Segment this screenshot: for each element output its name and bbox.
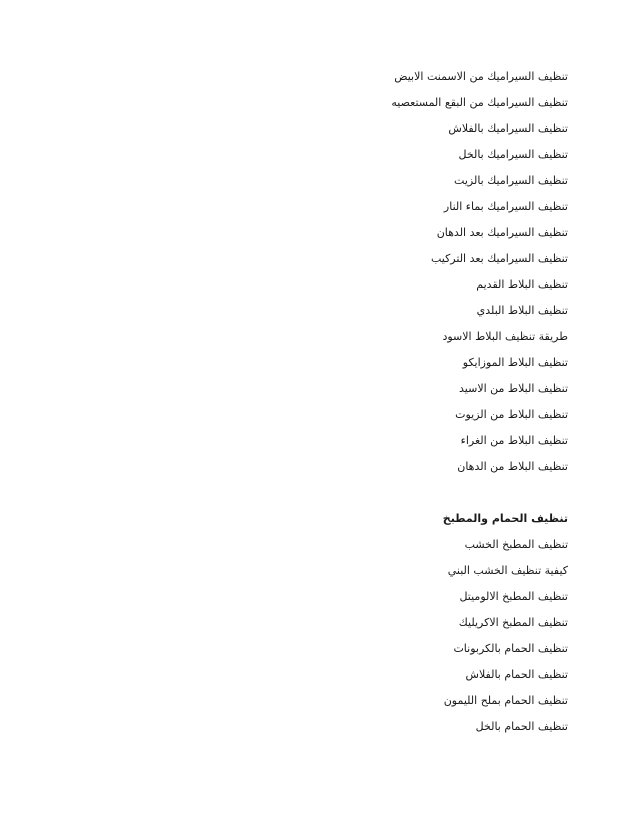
list-item: تنظيف الحمام بالكربونات [453, 642, 568, 655]
list-item: تنظيف السيراميك بعد الدهان [436, 226, 568, 239]
list-item: تنظيف السيراميك من الاسمنت الابيض [394, 70, 568, 83]
section-spacer [328, 480, 568, 506]
list-item: طريقة تنظيف البلاط الاسود [442, 330, 568, 343]
list-item: تنظيف السيراميك من البقع المستعصيه [391, 96, 568, 109]
list-item: تنظيف الحمام بالفلاش [465, 668, 568, 681]
list-item: كيفية تنظيف الخشب البني [447, 564, 568, 577]
list-item: تنظيف السيراميك بالخل [458, 148, 568, 161]
list-item: تنظيف البلاط البلدي [476, 304, 568, 317]
list-item: تنظيف السيراميك بعد التركيب [430, 252, 568, 265]
list-item: تنظيف البلاط الموزايكو [462, 356, 568, 369]
list-item: تنظيف المطبخ الالوميتل [459, 590, 568, 603]
list-item: تنظيف المطبخ الخشب [464, 538, 568, 551]
article-list [328, 64, 568, 740]
list-item: تنظيف المطبخ الاكريليك [458, 616, 568, 629]
list-item: تنظيف البلاط من الدهان [457, 460, 568, 473]
list-item: تنظيف الحمام بملح الليمون [443, 694, 568, 707]
list-item: تنظيف البلاط من الزيوت [455, 408, 568, 421]
list-item: تنظيف الحمام بالخل [475, 720, 568, 733]
list-item: تنظيف السيراميك بالفلاش [448, 122, 568, 135]
list-item: تنظيف السيراميك بالزيت [454, 174, 568, 187]
list-item: تنظيف البلاط من الغراء [460, 434, 568, 447]
list-item: تنظيف السيراميك بماء النار [443, 200, 568, 213]
list-item: تنظيف البلاط من الاسيد [459, 382, 568, 395]
list-item: تنظيف البلاط القديم [476, 278, 568, 291]
section-heading: تنظيف الحمام والمطبخ [442, 512, 568, 525]
